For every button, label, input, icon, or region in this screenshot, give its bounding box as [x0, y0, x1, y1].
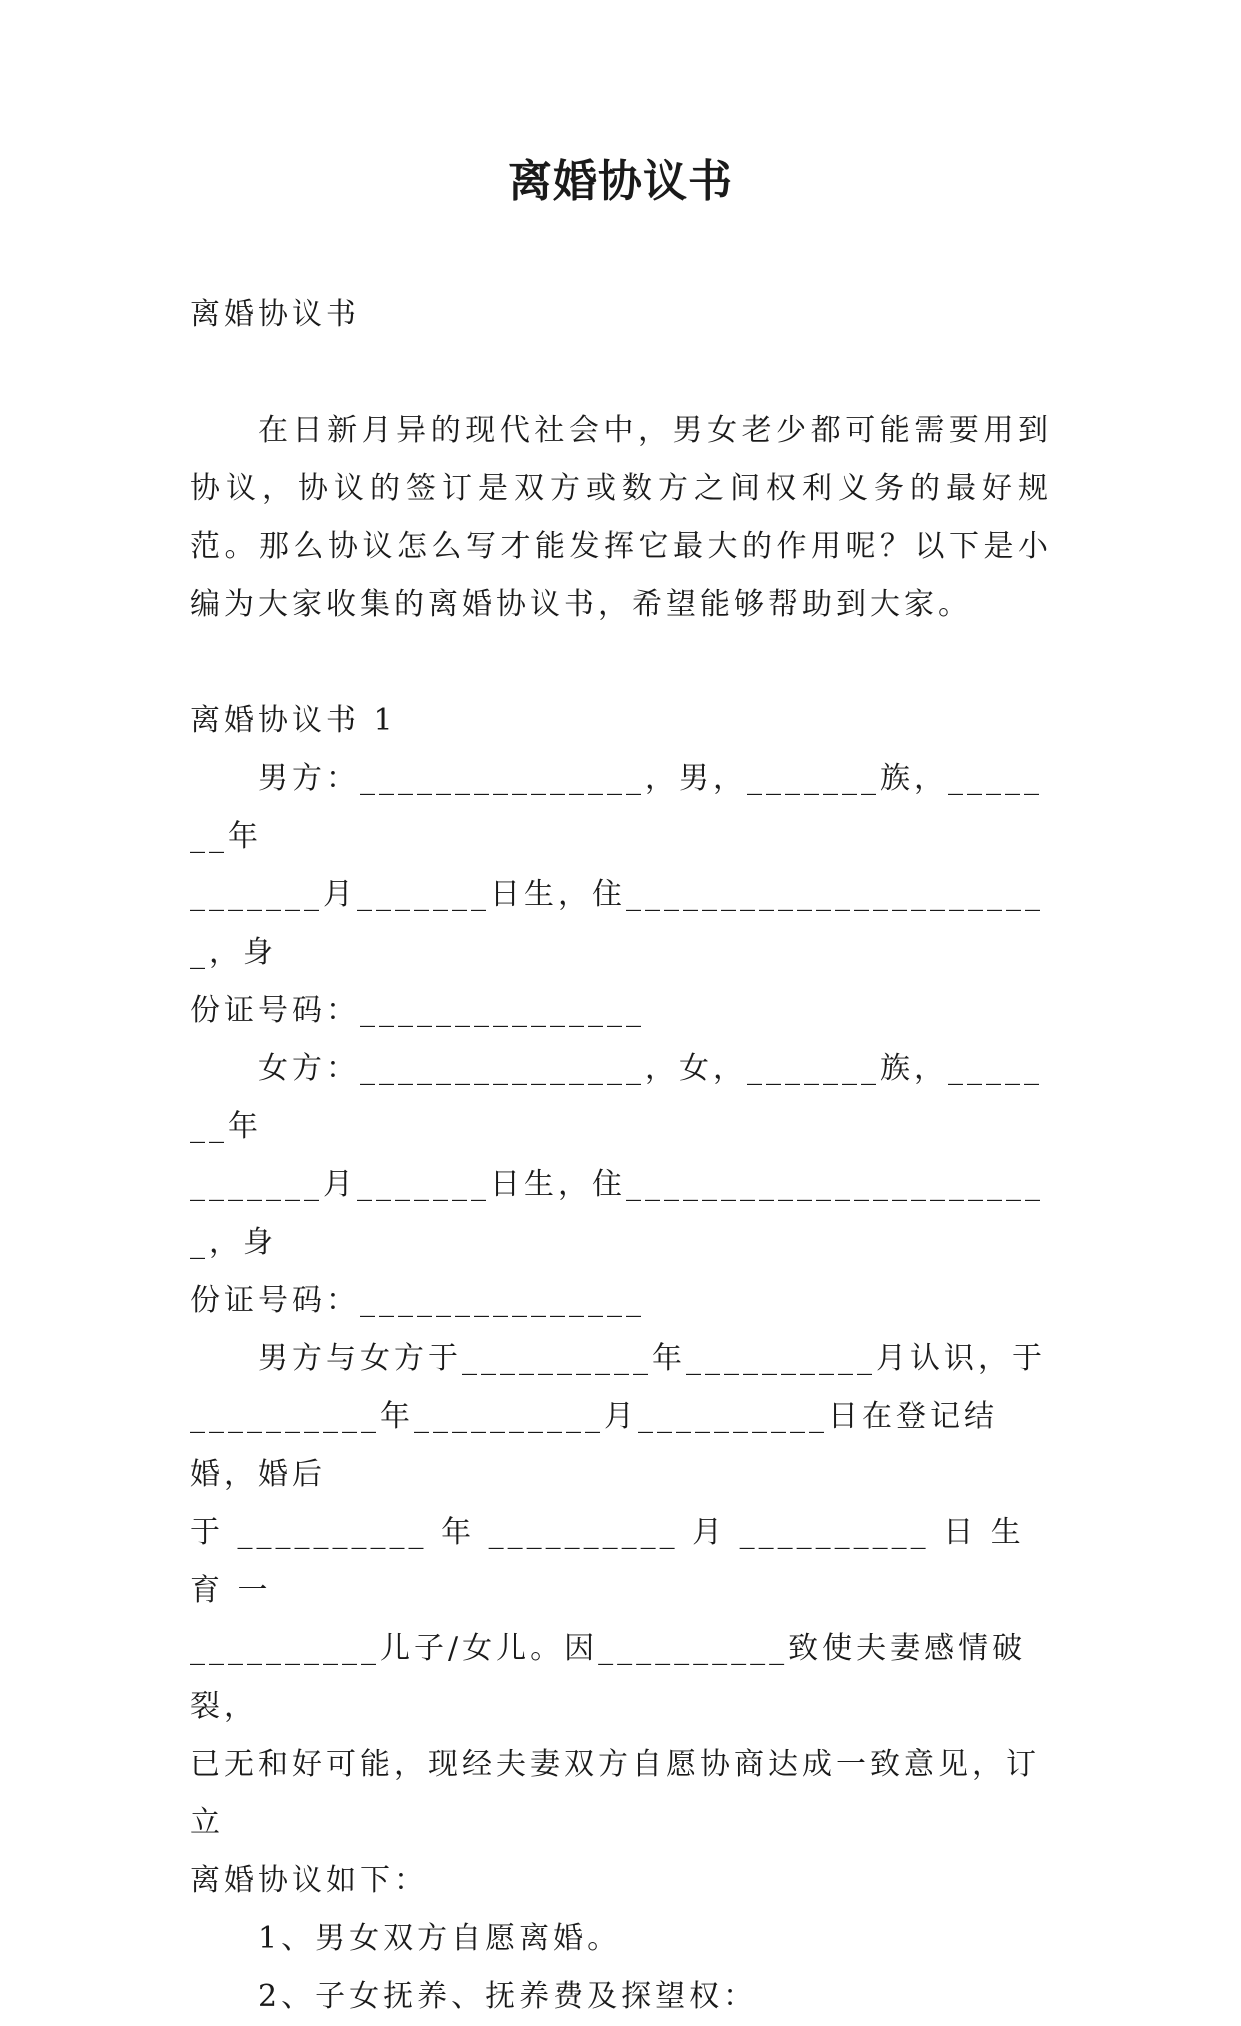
- subtitle: 离婚协议书: [190, 297, 360, 332]
- male-info-line-1: 男方：_______________，男，_______族，_______年: [190, 761, 1043, 854]
- female-info-line-2: _______月_______日生，住_______________________，身: [190, 1167, 1044, 1260]
- male-info-line-2: _______月_______日生，住_______________________，身: [190, 877, 1044, 970]
- section-heading: 离婚协议书 1: [190, 703, 397, 738]
- marriage-line-2: __________年__________月__________日在登记结婚，婚后: [190, 1399, 998, 1492]
- clause-1: 1、男女双方自愿离婚。: [258, 1921, 622, 1956]
- marriage-line-1: 男方与女方于__________年__________月认识，于: [258, 1341, 1046, 1376]
- female-info-line-1: 女方：_______________，女，_______族，_______年: [190, 1051, 1043, 1144]
- intro-paragraph: 在日新月异的现代社会中，男女老少都可能需要用到协议，协议的签订是双方或数方之间权利义务的最好规范。那么协议怎么写才能发挥它最大的作用呢？以下是小编为大家收集的离婚协议书，希望能够帮助到大家。: [190, 413, 1052, 622]
- document-title: 离婚协议书: [508, 156, 733, 207]
- male-info-line-3: 份证号码：_______________: [190, 993, 645, 1028]
- clause-2: 2、子女抚养、抚养费及探望权：: [258, 1979, 758, 2014]
- spacer: [190, 344, 1052, 402]
- marriage-line-4: __________儿子/女儿。因__________致使夫妻感情破裂，: [190, 1631, 1027, 1724]
- marriage-line-6: 离婚协议如下：: [190, 1863, 428, 1898]
- marriage-line-5: 已无和好可能，现经夫妻双方自愿协商达成一致意见，订立: [190, 1747, 1040, 1840]
- female-info-line-3: 份证号码：_______________: [190, 1283, 645, 1318]
- spacer: [190, 634, 1052, 692]
- marriage-line-3: 于 __________ 年 __________ 月 __________ 日 生 育 一: [190, 1515, 1039, 1608]
- document-body: [190, 286, 1052, 2026]
